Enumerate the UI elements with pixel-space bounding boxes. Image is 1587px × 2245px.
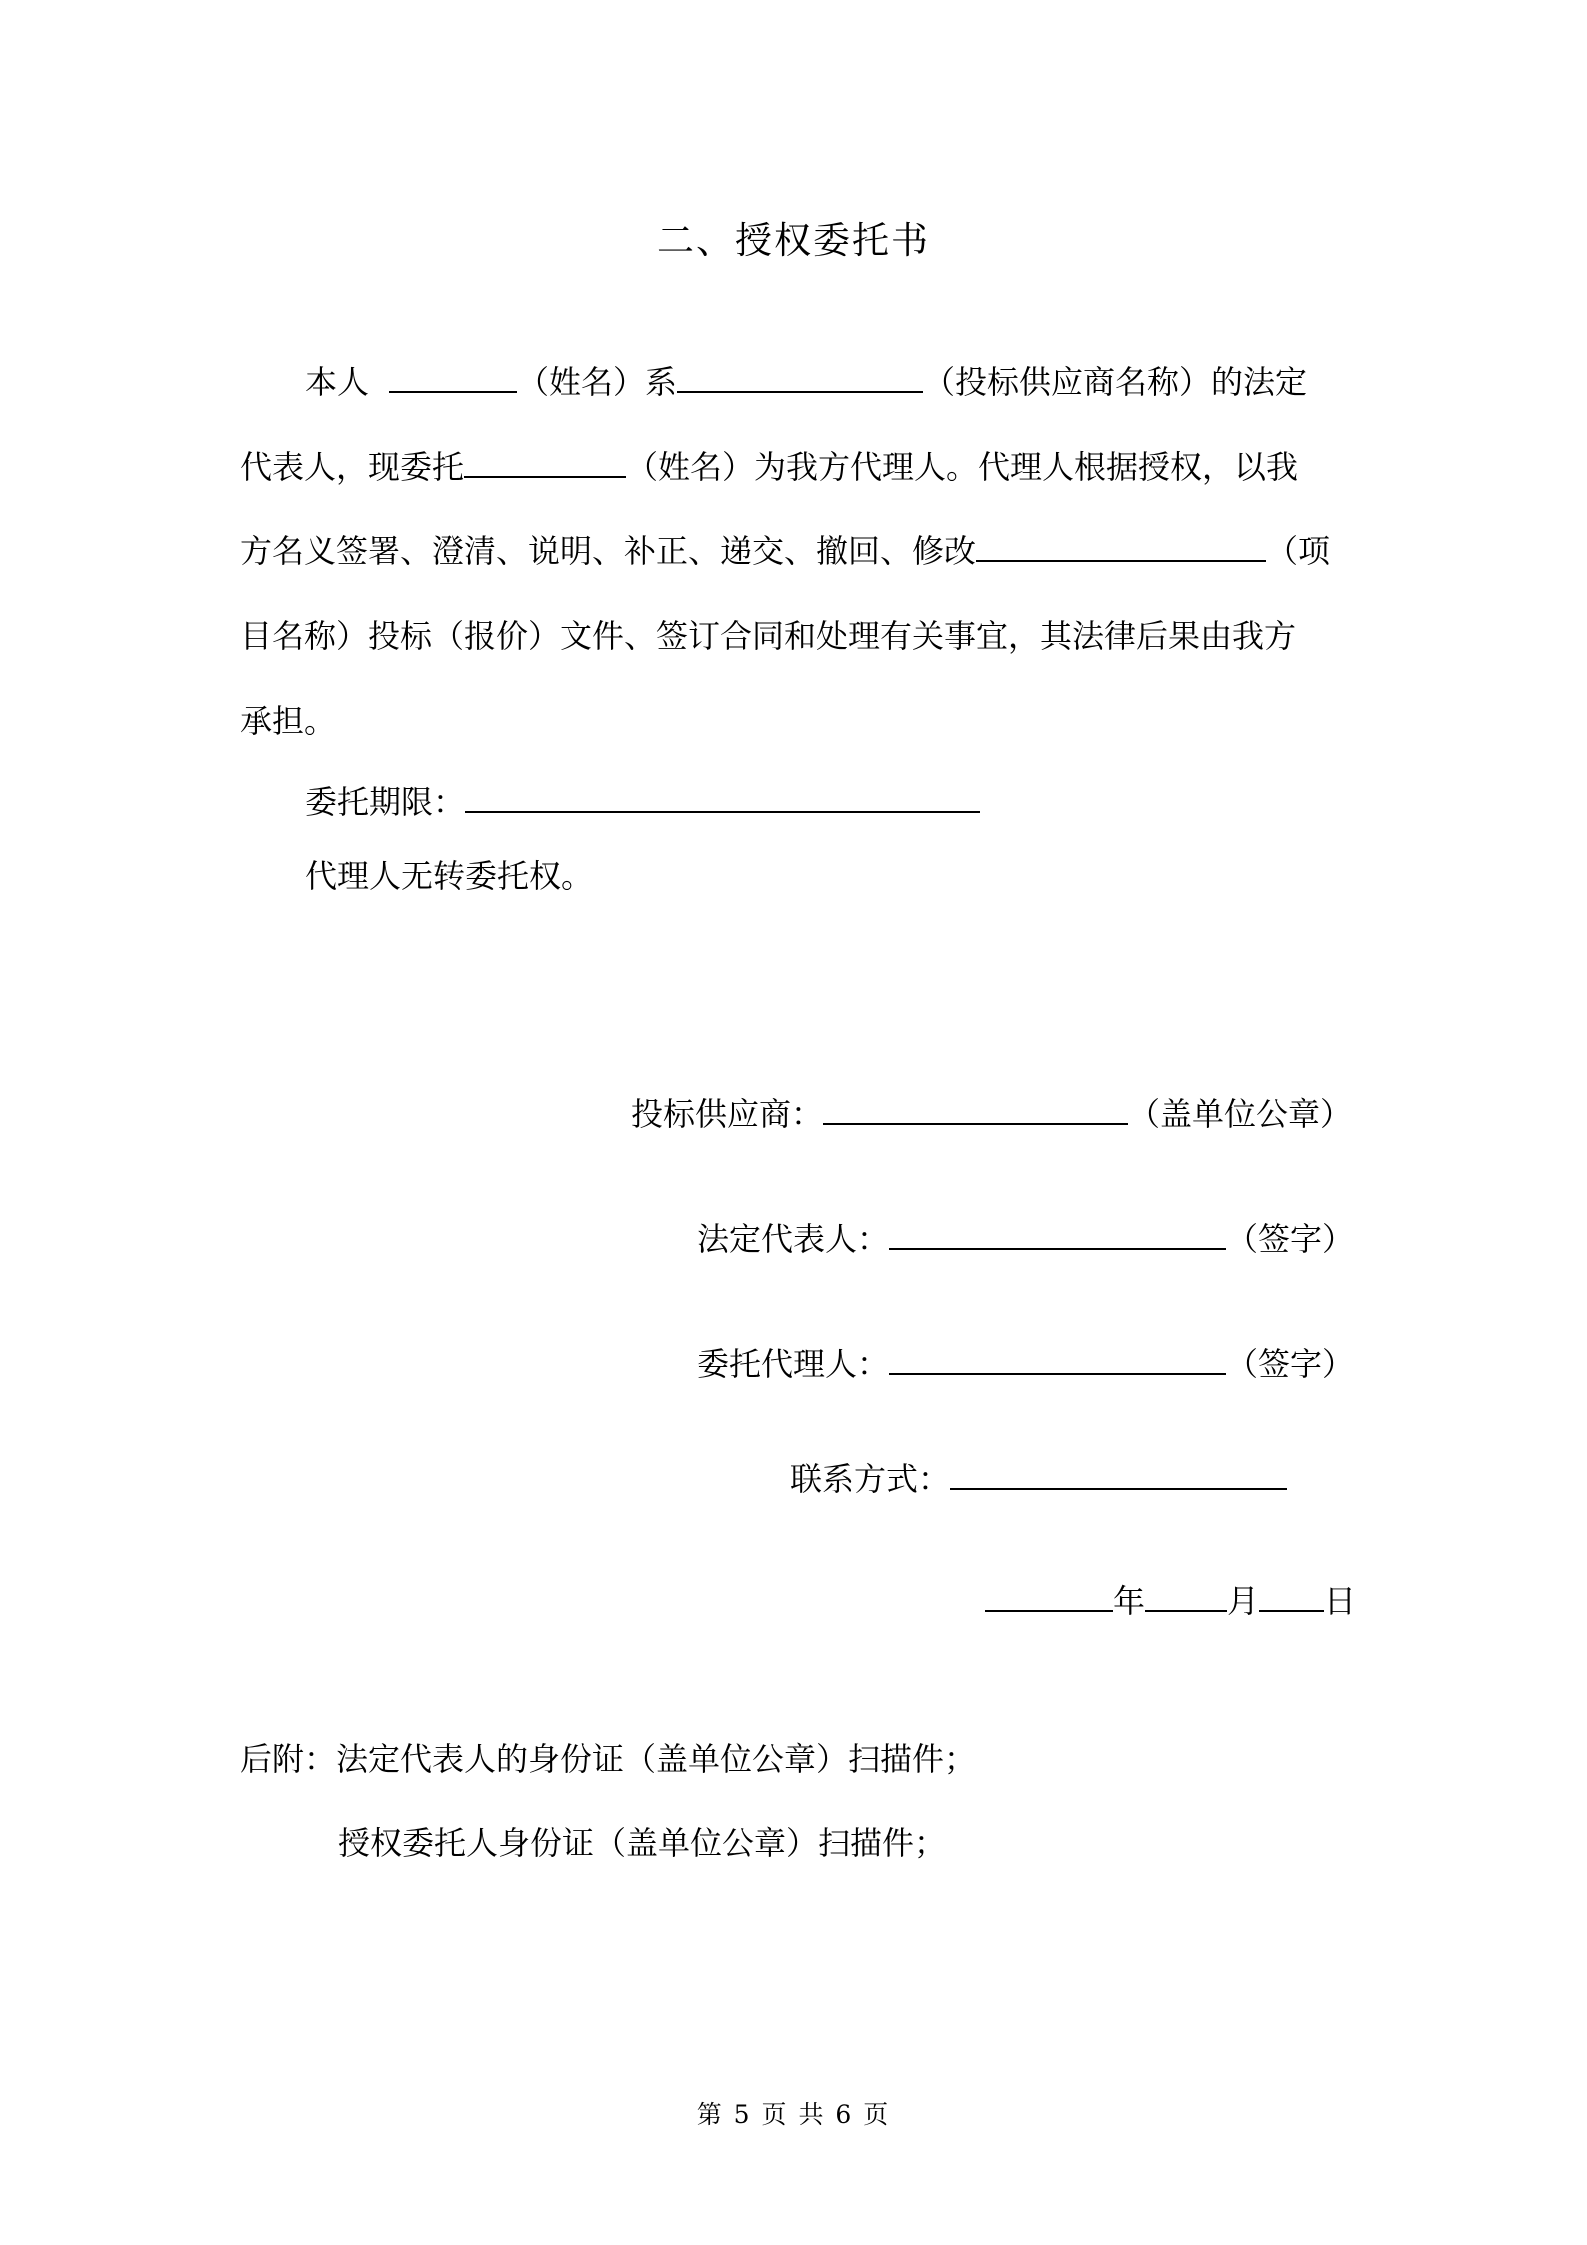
supplier-label: 投标供应商： xyxy=(631,1095,824,1133)
year-blank[interactable] xyxy=(985,1578,1113,1612)
date-line xyxy=(985,1577,1356,1625)
agent-note: （签字） xyxy=(1226,1345,1355,1383)
day-label: 日 xyxy=(1324,1582,1357,1620)
text-prefix: 代表人，现委托 xyxy=(240,448,465,486)
text-prefix: 方名义签署、澄清、说明、补正、递交、撤回、修改 xyxy=(240,532,977,570)
project-name-blank[interactable] xyxy=(976,528,1266,562)
contact-label: 联系方式： xyxy=(790,1460,951,1498)
paragraph-line-3 xyxy=(240,527,1330,575)
text-prefix: 本人 xyxy=(305,363,370,401)
supplier-note: （盖单位公章） xyxy=(1128,1095,1353,1133)
contact-line xyxy=(790,1455,1287,1503)
name-blank[interactable] xyxy=(389,359,517,393)
attachment-line-2: 授权委托人身份证（盖单位公章）扫描件； xyxy=(338,1824,947,1862)
paragraph-line-2 xyxy=(240,443,1298,491)
legal-rep-label: 法定代表人： xyxy=(697,1220,890,1258)
paragraph-line-1 xyxy=(305,358,1307,406)
term-blank[interactable] xyxy=(465,779,980,813)
contact-blank[interactable] xyxy=(950,1456,1287,1490)
legal-rep-line xyxy=(697,1215,1354,1263)
legal-rep-note: （签字） xyxy=(1226,1220,1355,1258)
day-blank[interactable] xyxy=(1259,1578,1324,1612)
paragraph-line-4: 目名称）投标（报价）文件、签订合同和处理有关事宜，其法律后果由我方 xyxy=(240,617,1297,655)
month-blank[interactable] xyxy=(1145,1578,1227,1612)
name-label: （姓名）系 xyxy=(517,363,678,401)
legal-rep-blank[interactable] xyxy=(889,1216,1226,1250)
paragraph-line-5: 承担。 xyxy=(240,702,337,740)
page-number: 第 5 页 共 6 页 xyxy=(696,2100,891,2129)
agent-name-blank[interactable] xyxy=(464,444,626,478)
text-suffix: （姓名）为我方代理人。代理人根据授权，以我 xyxy=(626,448,1299,486)
agent-line xyxy=(697,1340,1354,1388)
text-suffix: （项 xyxy=(1266,532,1331,570)
supplier-line xyxy=(631,1090,1352,1138)
no-sub-delegation-text: 代理人无转委托权。 xyxy=(305,857,594,895)
term-line xyxy=(305,778,980,826)
month-label: 月 xyxy=(1227,1582,1260,1620)
company-blank[interactable] xyxy=(677,359,923,393)
agent-blank[interactable] xyxy=(889,1341,1226,1375)
attachment-line-1: 后附：法定代表人的身份证（盖单位公章）扫描件； xyxy=(240,1740,977,1778)
supplier-blank[interactable] xyxy=(823,1091,1128,1125)
agent-label: 委托代理人： xyxy=(697,1345,890,1383)
year-label: 年 xyxy=(1113,1582,1146,1620)
page-title: 二、授权委托书 xyxy=(657,219,930,262)
company-label: （投标供应商名称）的法定 xyxy=(923,363,1308,401)
term-label: 委托期限： xyxy=(305,783,466,821)
